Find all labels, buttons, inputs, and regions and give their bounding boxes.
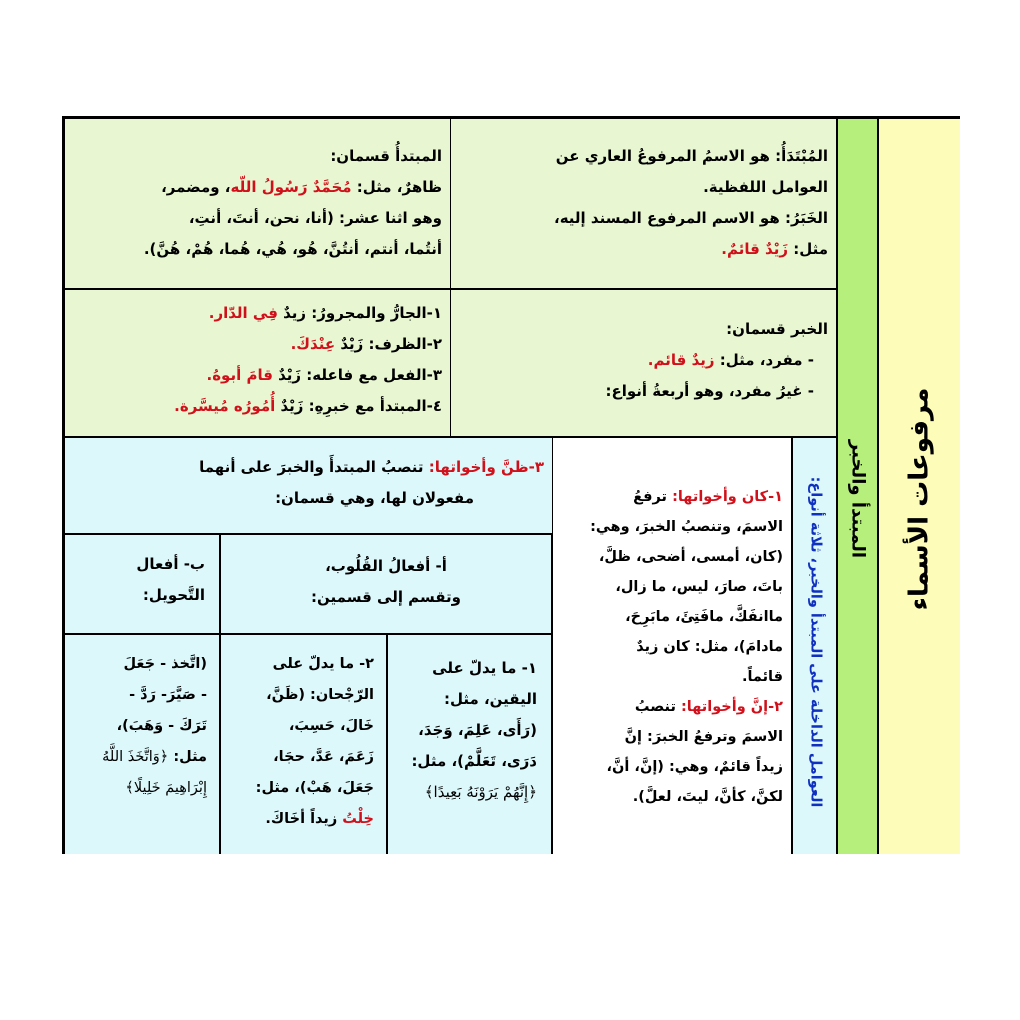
mubtada-types-cell (65, 119, 450, 289)
khabar-kind-3: ٣-الفعل مع فاعله: زَيْدٌ قامَ أبوهُ. (206, 366, 442, 384)
definition-line-2: العوامل اللفظية. (703, 178, 828, 196)
zanna-heading: ٣-ظنَّ وأخواتها: (428, 458, 544, 476)
tahwil-example-line: مثل: ﴿وَاتَّخَذَ اللَّهُ (102, 749, 207, 765)
definition-line-4: مثل: زَيْدٌ قائمٌ. (721, 240, 828, 258)
qulub-line-2: وتقسم إلى قسمين: (311, 588, 461, 606)
zanna-cell (65, 437, 552, 534)
zanna-line-2: مفعولان لها، وهي قسمان: (275, 489, 474, 507)
kana-inna-cell: ١-كان وأخواتها: ترفعُ الاسمَ، وتنصبُ الخبرَ، وهي: (كان، أمسى، أضحى، ظلَّ، باتَ، صارَ، ليس، ما زال، ماانفَكَّ، مافَتِئَ، مابَرِحَ، مادامَ)، مثل: كان زيدٌ قائماً. ٢-إنَّ وأخواتها: تنصبُ الاسمَ وترفعُ الخبرَ: إنَّ زيداً قائمٌ، وهي: (إنَّ، أنَّ، لكنَّ، كأنَّ، ليتَ، لعلَّ). (552, 437, 792, 854)
definition-line-1: المُبْتَدَأُ: هو الاسمُ المرفوعُ العاري عن (555, 147, 828, 165)
khabar-term: الخَبَرُ: (784, 209, 828, 227)
definitions-cell (450, 119, 837, 289)
definition-line-3: الخَبَرُ: هو الاسم المرفوع المسند إليه، (554, 209, 828, 227)
table-frame (62, 116, 960, 854)
mubtada-line-2: ظاهرٌ، مثل: مُحَمَّدٌ رَسُولُ اللّه، ومضمر، (161, 178, 442, 196)
tahwil-line-1: ب- أفعال (136, 555, 205, 573)
subtitle-column (837, 119, 878, 854)
khabar-kind-1: ١-الجارُّ والمجرورُ: زيدٌ فِي الدّار. (208, 304, 442, 322)
khabar-kind-2: ٢-الظرف: زَيْدٌ عِنْدَكَ. (290, 335, 442, 353)
mubtada-term: المُبْتَدَأُ: (775, 147, 828, 165)
rujhan-cell: ٢- ما يدلّ على الرّجْحان: (ظَنَّ، خَالَ، حَسِبَ، زَعَمَ، عَدَّ، حجَا، جَعَلَ، هَبْ)، مثل: خِلْتُ زيداً أخَاكَ. (220, 634, 387, 854)
khabar-kinds-cell (65, 289, 450, 437)
tahwil-quote-2: إِبْرَاهِيمَ خَلِيلًا﴾ (125, 780, 207, 796)
sidebar-note-text: العوامل الداخلة على المبتدأ والخبر، ثلاثة أنواع: (807, 476, 824, 808)
kana-heading: ١-كان وأخواتها: (672, 489, 783, 505)
afaal-qulub-cell (220, 534, 552, 634)
rujhan-example-line: خِلْتُ زيداً أخَاكَ. (265, 811, 374, 827)
definition-example: زَيْدٌ قائمٌ. (721, 240, 788, 258)
title-column (878, 119, 960, 854)
mubtada-line-1: المبتدأُ قسمان: (330, 147, 442, 165)
yaqin-cell: ١- ما يدلّ على اليقين، مثل: (رَأَى، عَلِمَ، وَجَدَ، دَرَى، تَعَلَّمْ)، مثل: ﴿إِنَّهُمْ يَرَوْنَهُ بَعِيدًا﴾ (387, 634, 552, 854)
mubtada-example: مُحَمَّدٌ رَسُولُ اللّه (230, 178, 352, 196)
kana-line-1: ١-كان وأخواتها: ترفعُ (633, 489, 783, 505)
title-text: مرفوعات الأسماء (904, 387, 935, 611)
khabar-types-cell (450, 289, 837, 437)
tahwil-quote-1: ﴿وَاتَّخَذَ اللَّهُ (102, 749, 169, 765)
subtitle-text: المبتدأ والخبر (847, 439, 869, 559)
mubtada-line-4: أنتُما، أنتم، أنتُنَّ، هُو، هُي، هُما، هُمْ، هُنَّ). (143, 240, 442, 258)
tahwil-list-cell: (اتَّخذ - جَعَلَ - صَيَّرَ- رَدَّ - تَرَكَ - وَهَبَ)، مثل: ﴿وَاتَّخَذَ اللَّهُ إِبْرَاهِيمَ خَلِيلًا﴾ (65, 634, 220, 854)
tahwil-line-2: التَّحويل: (142, 586, 205, 604)
zanna-line-1: ٣-ظنَّ وأخواتها: تنصبُ المبتدأَ والخبرَ على أنهما (199, 458, 544, 476)
inna-line-1: ٢-إنَّ وأخواتها: تنصبُ (634, 699, 783, 715)
yaqin-quote: ﴿إِنَّهُمْ يَرَوْنَهُ بَعِيدًا﴾ (424, 783, 537, 801)
khabar-line-2: - مفرد، مثل: زيدٌ قائم. (647, 351, 814, 369)
sidebar-note-column (792, 437, 837, 854)
afaal-tahwil-cell (65, 534, 220, 634)
khabar-example: زيدٌ قائم. (647, 351, 715, 369)
inna-heading: ٢-إنَّ وأخواتها: (680, 699, 783, 715)
khabar-line-3: - غيرُ مفرد، وهو أربعةُ أنواع: (605, 382, 814, 400)
qulub-line-1: أ- أفعالُ القُلُوب، (325, 557, 447, 575)
khabar-kind-4: ٤-المبتدأ مع خبرِهِ: زَيْدٌ أُمُورُه مُيسَّرة. (174, 397, 442, 415)
khabar-line-1: الخبر قسمان: (726, 320, 828, 338)
mubtada-line-3: وهو اثنا عشر: (أنا، نحن، أنتَ، أنتِ، (188, 209, 442, 227)
